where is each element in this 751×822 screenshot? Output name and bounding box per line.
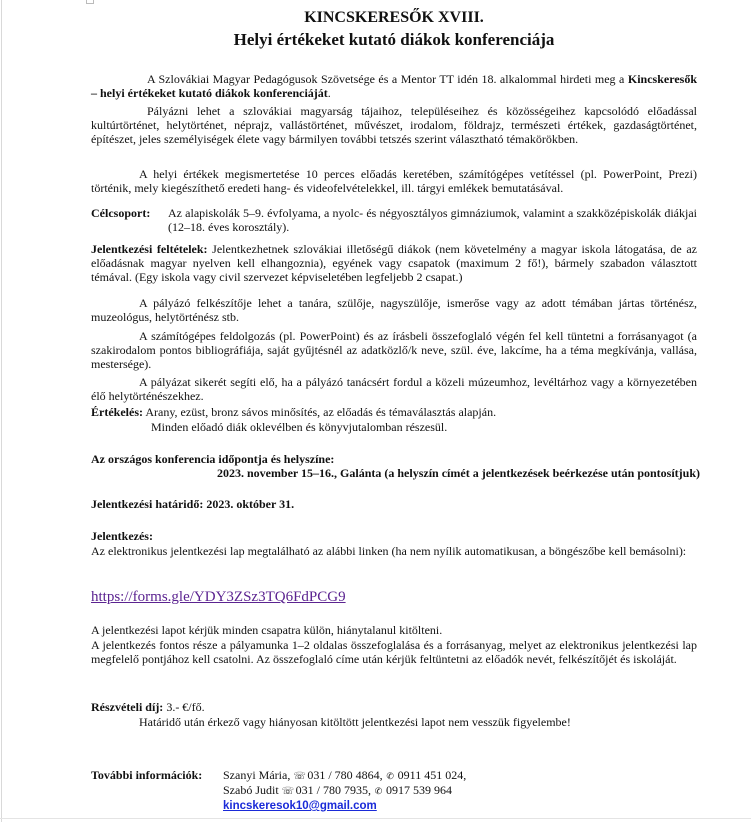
fee-label: Részvételi díj: <box>91 700 164 714</box>
contact-mobile-1: 0911 451 024, <box>397 768 467 782</box>
contact-phone-1: 031 / 780 4864, <box>307 768 383 782</box>
conditions-label: Jelentkezési feltételek: <box>91 242 208 256</box>
contact-name-2: Szabó Judit <box>223 783 279 797</box>
conference-label: Az országos konferencia időpontja és helyszíne: <box>91 452 335 466</box>
phone-icon: ☏ <box>281 786 295 797</box>
contact-mobile-2: 0917 539 964 <box>386 783 453 797</box>
contact-label: További információk: <box>91 768 203 782</box>
intro-format: A helyi értékek megismertetése 10 perces előadás keretében, számítógépes vetítéssel (pl. PowerPoint, Prezi) történik, mely kiegészíthető eredeti hang- és videofelvételekkel, ill. tárgyi emlékek bemutatásával. <box>91 167 697 196</box>
mobile-phone-icon: ✆ <box>374 786 383 796</box>
help-text: A pályázat sikerét segíti elő, ha a pályázó tanácsért fordul a közeli múzeumhoz, levéltárhoz vagy a környezetében élő helytörténészekhez. <box>91 375 697 404</box>
intro-paragraph-2 <box>91 104 697 147</box>
mobile-phone-icon: ✆ <box>386 771 394 781</box>
registration-team-note: A jelentkezési lapot kérjük minden csapatra külön, hiánytalanul kitölteni. <box>91 623 443 637</box>
fee-line <box>91 700 697 714</box>
conditions-paragraph <box>91 242 697 285</box>
registration-form-link[interactable]: https://forms.gle/YDY3ZSz3TQ6FdPCG9 <box>91 589 346 605</box>
conditions-text: Jelentkezhetnek szlovákiai illetőségű diákok (nem követelmény a magyar iskola látogatása, de az előadásnak magyar nyelven kell elhangoznia), egyének vagy csapatok (maximum 2 fő!), bármely szabadon választott témával. (Egy iskola vagy civil szervezet képviseletében legfeljebb 2 csapat.) <box>91 242 697 285</box>
intro-topics: Pályázni lehet a szlovákiai magyarság tájaihoz, településeihez és közösségeihez kapcsolódó előadással kultúrtörténet, helytörténet, néprajz, vallástörténet, művészet, irodalom, földrajz, természeti értékek, gazdaságtörténet, építészet, jeles személyiségek élete vagy bármilyen további tetszés szerint választható témakörökben. <box>91 104 697 147</box>
processing-text: A számítógépes feldolgozás (pl. PowerPoint) és az írásbeli összefoglaló végén fel kell tüntetni a forrásanyagot (a szakirodalom pontos bibliográfiája, saját gyűjtésnél az adatközlő/k neve, szül. éve, lakcíme, ha a téma megkívánja, vallása, mestersége). <box>91 329 697 372</box>
evaluation-paragraph <box>91 405 697 419</box>
registration-label: Jelentkezés: <box>91 529 153 543</box>
evaluation-note: Minden előadó diák oklevélben és könyvjutalomban részesül. <box>151 420 448 434</box>
intro-paragraph-3 <box>91 167 697 195</box>
phone-icon: ☏ <box>293 771 306 782</box>
contact-phone-2: 031 / 780 7935, <box>295 783 372 797</box>
intro-text: A Szlovákiai Magyar Pedagógusok Szövetsége és a Mentor TT idén 18. alkalommal hirdeti meg a <box>147 72 625 86</box>
document-subtitle: Helyi értékeket kutató diákok konferenciája <box>233 30 555 49</box>
page-border-left <box>1 0 2 822</box>
corner-mark-icon <box>86 0 94 4</box>
fee-value: 3.- €/fő. <box>166 700 205 714</box>
intro-paragraph-1 <box>91 72 697 100</box>
supervisor-text: A pályázó felkészítője lehet a tanára, szülője, nagyszülője, ismerőse vagy az adott témában jártas történész, muzeológus, helytörténész stb. <box>91 296 697 325</box>
help-paragraph <box>91 375 697 403</box>
supervisor-paragraph <box>91 296 697 324</box>
evaluation-label: Értékelés: <box>91 405 143 419</box>
contact-name-1: Szanyi Mária, <box>223 768 291 782</box>
conference-date-venue: 2023. november 15–16., Galánta (a helyszín címét a jelentkezések beérkezése után pontosítjuk) <box>216 466 700 480</box>
contact-person-1 <box>223 768 623 784</box>
event-name: Kincskeresők – helyi értékeket kutató diákok konferenciáját <box>91 72 698 101</box>
registration-text: Az elektronikus jelentkezési lap megtalálható az alábbi linken (ha nem nyílik automatikusan, a böngészőbe kell bemásolni): <box>91 544 687 558</box>
target-label: Célcsoport: <box>91 206 151 220</box>
document-title: KINCSKERESŐK XVIII. <box>304 9 484 26</box>
intro-end: . <box>327 86 331 101</box>
evaluation-text: Arany, ezüst, bronz sávos minősítés, az előadás és témaválasztás alapján. <box>145 405 497 419</box>
deadline: Jelentkezési határidő: 2023. október 31. <box>91 497 295 511</box>
processing-paragraph <box>91 329 697 372</box>
fee-note: Határidő után érkező vagy hiányosan kitöltött jelentkezési lapot nem vesszük figyelembe! <box>139 715 571 729</box>
contact-email-line <box>223 798 623 813</box>
target-text: Az alapiskolák 5–9. évfolyama, a nyolc- és négyosztályos gimnáziumok, valamint a szakközépiskolák diákjai (12–18. éves korosztály). <box>168 206 697 235</box>
page-border-bottom <box>0 818 751 819</box>
registration-summary-note: A jelentkezés fontos része a pályamunka 1–2 oldalas összefoglalása és a forrásanyag, melyet az elektronikus jelentkezési lap megfelelő pontjához kell csatolni. Az összefoglaló címe után kérjük feltüntetni az előadók nevét, felkészítőjét és iskoláját. <box>91 638 697 667</box>
contact-email-link[interactable]: kincskeresok10@gmail.com <box>223 800 377 812</box>
contact-person-2 <box>223 783 623 799</box>
